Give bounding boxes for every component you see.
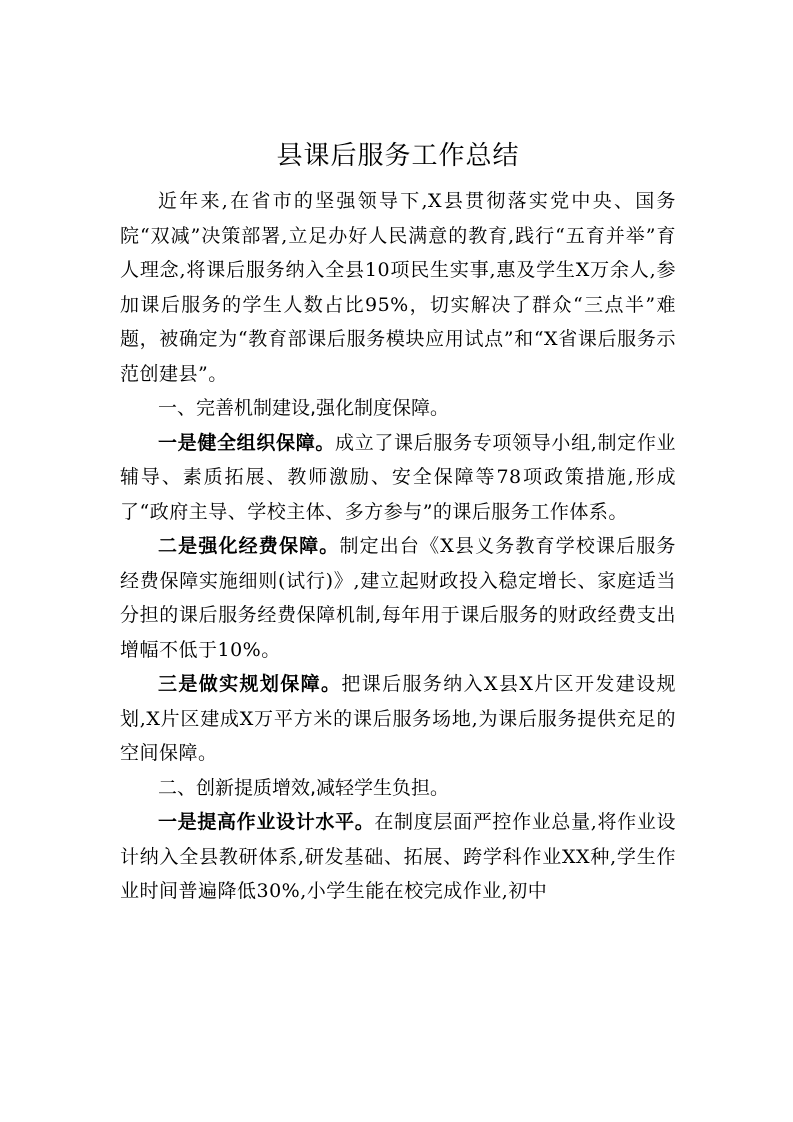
section-2-item-1	[120, 805, 676, 909]
item-lead: 一是提高作业设计水平。	[158, 811, 375, 833]
item-lead: 三是做实规划保障。	[158, 673, 342, 695]
item-lead: 一是健全组织保障。	[158, 431, 336, 454]
item-text: 在制度层面严控作业总量,将作业设计纳入全县教研体系,研发基础、拓展、跨学科作业XX种,学生作业时间普遍降低30%,小学生能在校完成作业,初中	[120, 811, 676, 902]
section-1-item-2	[120, 529, 676, 667]
section-heading-2: 二、创新提质增效,减轻学生负担。	[158, 776, 450, 799]
section-1-item-1	[120, 426, 676, 530]
document-page	[120, 136, 676, 909]
section-1-item-3	[120, 667, 676, 771]
intro-paragraph: 近年来,在省市的坚强领导下,X县贯彻落实党中央、国务院“双减”决策部署,立足办好人民满意的教育,践行“五育并举”育人理念,将课后服务纳入全县10项民生实事,惠及学生X万余人,参加课后服务的学生人数占比95%，切实解决了群众“三点半”难题，被确定为“教育部课后服务模块应用试点”和“X省课后服务示范创建县”。	[120, 190, 676, 385]
item-text: 把课后服务纳入X县X片区开发建设规划,X片区建成X万平方米的课后服务场地,为课后服务提供充足的空间保障。	[120, 673, 676, 764]
document-title: 县课后服务工作总结	[276, 141, 520, 171]
item-lead: 二是强化经费保障。	[158, 535, 340, 557]
section-heading-1: 一、完善机制建设,强化制度保障。	[158, 397, 450, 419]
item-text: 制定出台《X县义务教育学校课后服务经费保障实施细则(试行)》,建立起财政投入稳定增长、家庭适当分担的课后服务经费保障机制,每年用于课后服务的财政经费支出增幅不低于10%。	[120, 535, 676, 661]
item-text: 成立了课后服务专项领导小组,制定作业辅导、素质拓展、教师激励、安全保障等78项政策措施,形成了“政府主导、学校主体、多方参与”的课后服务工作体系。	[120, 431, 676, 523]
